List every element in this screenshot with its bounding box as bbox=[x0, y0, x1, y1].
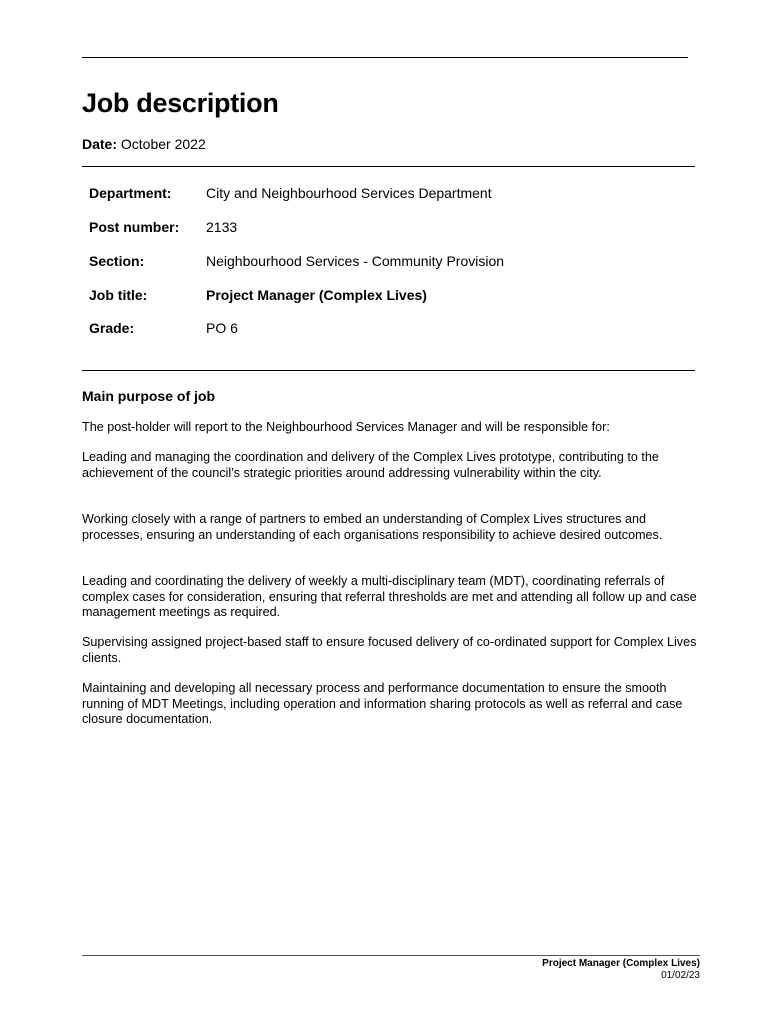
detail-value: City and Neighbourhood Services Department bbox=[206, 185, 492, 201]
purpose-paragraph: Leading and coordinating the delivery of weekly a multi-disciplinary team (MDT), coordinating referrals of complex cases for consideration, ensuring that referral thresholds are met and attending all follow up and case management meetings as required. bbox=[82, 574, 697, 619]
detail-label: Job title: bbox=[89, 287, 148, 303]
details-divider bbox=[82, 370, 695, 371]
detail-value: Project Manager (Complex Lives) bbox=[206, 287, 427, 303]
detail-value: 2133 bbox=[206, 219, 238, 235]
date-divider bbox=[82, 166, 695, 167]
purpose-paragraph: The post-holder will report to the Neighbourhood Services Manager and will be responsible for: bbox=[82, 420, 610, 434]
section-heading: Main purpose of job bbox=[82, 388, 215, 404]
purpose-paragraph: Working closely with a range of partners to embed an understanding of Complex Lives structures and processes, ensuring an understanding of each organisations responsibility to achieve desired outcomes. bbox=[82, 512, 663, 542]
date-label: Date: bbox=[82, 136, 118, 152]
footer-title: Project Manager (Complex Lives) bbox=[542, 958, 700, 969]
detail-value: PO 6 bbox=[206, 320, 238, 336]
detail-row-department bbox=[89, 184, 689, 202]
detail-row-grade bbox=[89, 319, 689, 337]
footer-divider bbox=[82, 955, 700, 956]
detail-label: Grade: bbox=[89, 320, 135, 336]
footer-date: 01/02/23 bbox=[661, 970, 700, 981]
detail-label: Post number: bbox=[89, 219, 180, 235]
detail-row-job-title bbox=[89, 286, 689, 304]
detail-label: Section: bbox=[89, 253, 145, 269]
detail-row-post-number bbox=[89, 218, 689, 236]
date-line bbox=[82, 136, 206, 152]
purpose-paragraph: Maintaining and developing all necessary process and performance documentation to ensure the smooth running of MDT Meetings, including operation and information sharing protocols as well as referral and case closure documentation. bbox=[82, 681, 683, 726]
top-divider bbox=[82, 57, 688, 58]
purpose-paragraph: Leading and managing the coordination and delivery of the Complex Lives prototype, contributing to the achievement of the council’s strategic priorities around addressing vulnerability within the city. bbox=[82, 450, 659, 480]
detail-value: Neighbourhood Services - Community Provision bbox=[206, 253, 505, 269]
date-value: October 2022 bbox=[120, 136, 206, 152]
page-footer bbox=[542, 958, 700, 982]
detail-label: Department: bbox=[89, 185, 172, 201]
purpose-paragraph: Supervising assigned project-based staff to ensure focused delivery of co-ordinated support for Complex Lives clients. bbox=[82, 635, 697, 665]
detail-row-section bbox=[89, 252, 689, 270]
page-title: Job description bbox=[82, 88, 279, 118]
